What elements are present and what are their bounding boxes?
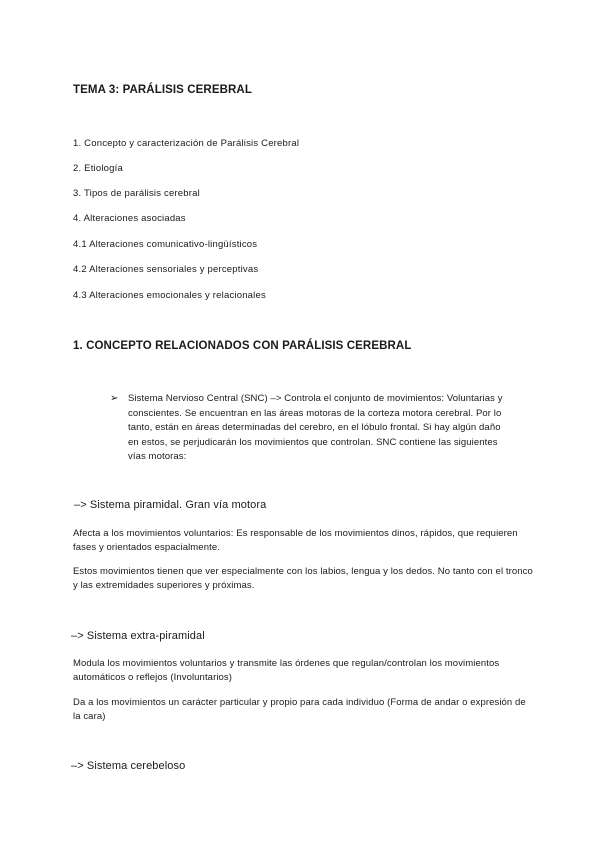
- toc-item: 4.2 Alteraciones sensoriales y perceptivas: [73, 264, 259, 275]
- toc-item: 2. Etiología: [73, 163, 123, 174]
- toc-item: 3. Tipos de parálisis cerebral: [73, 188, 200, 199]
- paragraph: Afecta a los movimientos voluntarios: Es responsable de los movimientos dinos, rápidos, que requieren fases y orientados espacialmente.: [73, 528, 518, 553]
- arrow-bullet-icon: ➢: [110, 393, 119, 404]
- subsection-heading-cerebeloso: –> Sistema cerebeloso: [71, 760, 186, 772]
- document-title: TEMA 3: PARÁLISIS CEREBRAL: [73, 84, 252, 96]
- toc-item: 4.3 Alteraciones emocionales y relacionales: [73, 290, 266, 301]
- toc-item: 4.1 Alteraciones comunicativo-lingüísticos: [73, 239, 258, 250]
- subsection-heading-extrapiramidal: –> Sistema extra-piramidal: [71, 630, 205, 642]
- paragraph: Estos movimientos tienen que ver especialmente con los labios, lengua y los dedos. No tanto con el tronco y las extremidades superiores y próximas.: [73, 566, 533, 591]
- toc-item: 1. Concepto y caracterización de Parálisis Cerebral: [73, 138, 300, 149]
- bullet-text: Sistema Nervioso Central (SNC) –> Controla el conjunto de movimientos: Voluntarias y conscientes. Se encuentran en las áreas motoras de la corteza motora cerebral. Por lo tanto, están en áreas determinadas del cerebro, en el lóbulo frontal. Si hay algún daño en estos, se perjudicarán los movimientos que controlan. SNC contiene las siguientes vías motoras:: [128, 393, 503, 462]
- paragraph: Modula los movimientos voluntarios y transmite las órdenes que regulan/controlan los movimientos automáticos o reflejos (Involuntarios): [73, 658, 500, 683]
- section-heading: 1. CONCEPTO RELACIONADOS CON PARÁLISIS CEREBRAL: [73, 340, 412, 352]
- toc-item: 4. Alteraciones asociadas: [73, 213, 186, 224]
- bullet-paragraph: [110, 392, 510, 465]
- paragraph: Da a los movimientos un carácter particular y propio para cada individuo (Forma de andar o expresión de la cara): [73, 697, 526, 722]
- subsection-heading-piramidal: –> Sistema piramidal. Gran vía motora: [74, 499, 267, 511]
